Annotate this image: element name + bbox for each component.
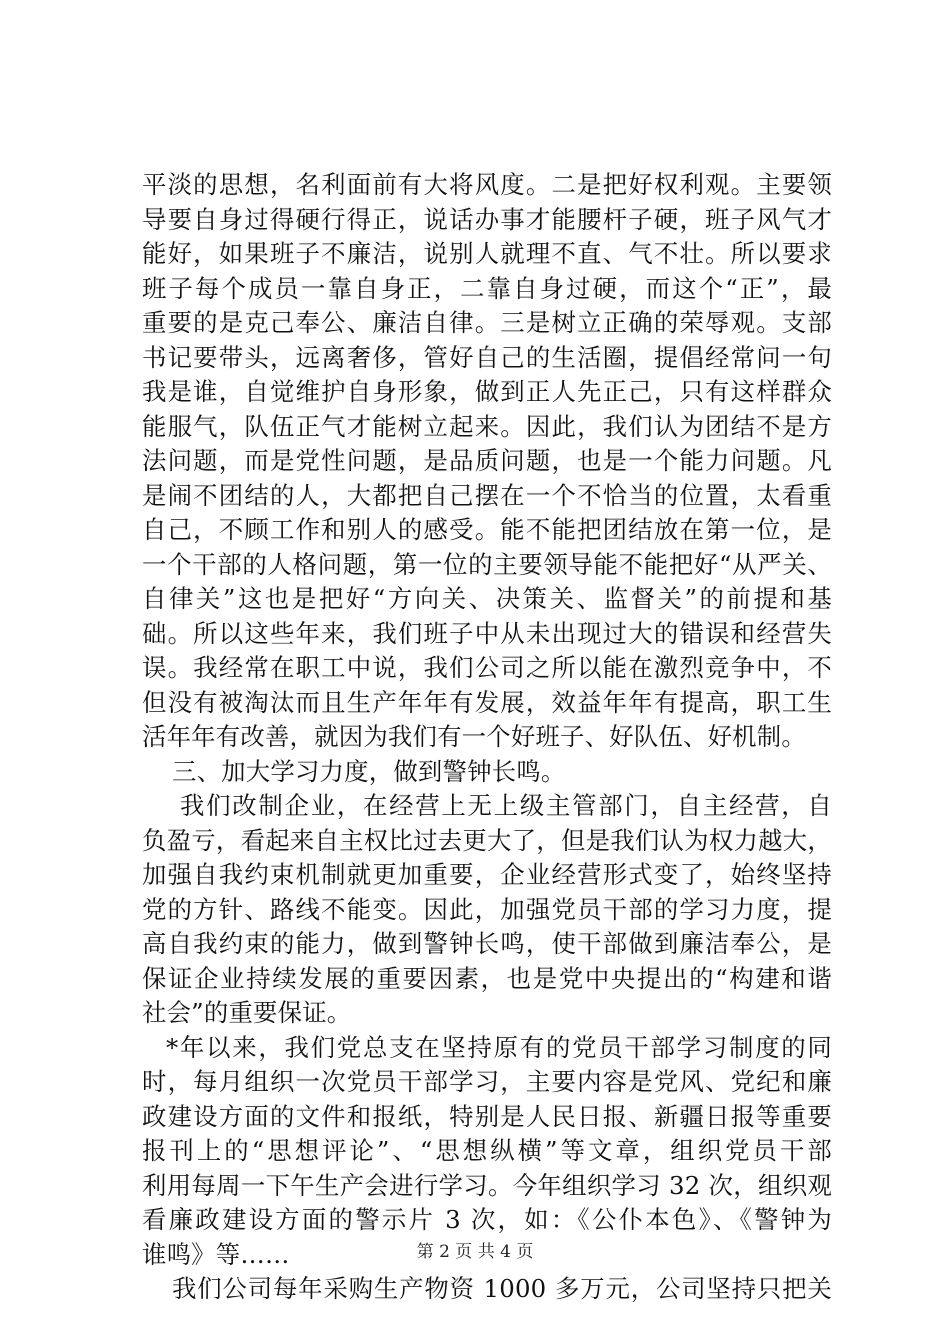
- text-line: 法问题，而是党性问题，是品质问题，也是一个能力问题。凡: [142, 446, 832, 475]
- text-line: 党的方针、路线不能变。因此，加强党员干部的学习力度，提: [142, 894, 832, 924]
- text-line: 我是谁，自觉维护自身形象，做到正人先正己，只有这样群众: [142, 377, 832, 406]
- text-line: 利用每周一下午生产会进行学习。今年组织学习 32 次，组织观: [142, 1170, 832, 1200]
- text-line: 重要的是克己奉公、廉洁自律。三是树立正确的荣辱观。支部: [142, 308, 832, 337]
- text-line: 看廉政建设方面的警示片 3 次，如：《公仆本色》、《警钟为: [142, 1205, 832, 1234]
- text-line: 自己，不顾工作和别人的感受。能不能把团结放在第一位，是: [142, 515, 832, 544]
- text-line: 社会”的重要保证。: [142, 998, 352, 1027]
- text-line: 是闹不团结的人，大都把自己摆在一个不恰当的位置，太看重: [142, 480, 832, 510]
- text-line: 误。我经常在职工中说，我们公司之所以能在激烈竞争中，不: [142, 653, 832, 682]
- text-line: 但没有被淘汰而且生产年年有发展，效益年年有提高，职工生: [142, 687, 832, 717]
- text-line: 时，每月组织一次党员干部学习，主要内容是党风、党纪和廉: [142, 1067, 832, 1096]
- text-line: 我们改制企业，在经营上无上级主管部门，自主经营，自: [180, 791, 832, 820]
- text-line: 自律关”这也是把好“方向关、决策关、监督关”的前提和基: [142, 584, 832, 613]
- text-line: 我们公司每年采购生产物资 1000 多万元，公司坚持只把关: [172, 1274, 832, 1303]
- text-line: 加强自我约束机制就更加重要，企业经营形式变了，始终坚持: [142, 860, 832, 889]
- text-line: 一个干部的人格问题，第一位的主要领导能不能把好“从严关、: [142, 549, 832, 579]
- text-line: *年以来，我们党总支在坚持原有的党员干部学习制度的同: [166, 1032, 832, 1062]
- text-line: 能好，如果班子不廉洁，说别人就理不直、气不壮。所以要求: [142, 239, 832, 268]
- page-footer: 第 2 页 共 4 页: [416, 1242, 534, 1262]
- text-line: 政建设方面的文件和报纸，特别是人民日报、新疆日报等重要: [142, 1101, 832, 1131]
- text-line: 活年年有改善，就因为我们有一个好班子、好队伍、好机制。: [142, 722, 806, 751]
- text-line: 高自我约束的能力，做到警钟长鸣，使干部做到廉洁奉公，是: [142, 929, 832, 958]
- text-line: 导要自身过得硬行得正，说话办事才能腰杆子硬，班子风气才: [142, 204, 832, 234]
- text-line: 保证企业持续发展的重要因素，也是党中央提出的“构建和谐: [142, 963, 832, 993]
- text-line: 报刊上的“思想评论”、“思想纵横”等文章，组织党员干部: [142, 1136, 832, 1165]
- text-line: 平淡的思想，名利面前有大将风度。二是把好权利观。主要领: [142, 170, 832, 199]
- text-line: 能服气，队伍正气才能树立起来。因此，我们认为团结不是方: [142, 411, 832, 441]
- text-line: 书记要带头，远离奢侈，管好自己的生活圈，提倡经常问一句: [142, 342, 832, 372]
- text-line: 负盈亏，看起来自主权比过去更大了，但是我们认为权力越大，: [142, 825, 832, 855]
- section-heading: 三、加大学习力度，做到警钟长鸣。: [172, 756, 566, 786]
- text-line: 础。所以这些年来，我们班子中从未出现过大的错误和经营失: [142, 618, 832, 648]
- text-line: 谁鸣》等……: [142, 1239, 290, 1269]
- text-line: 班子每个成员一靠自身正，二靠自身过硬，而这个“正”，最: [142, 273, 832, 303]
- document-body: [142, 168, 832, 1307]
